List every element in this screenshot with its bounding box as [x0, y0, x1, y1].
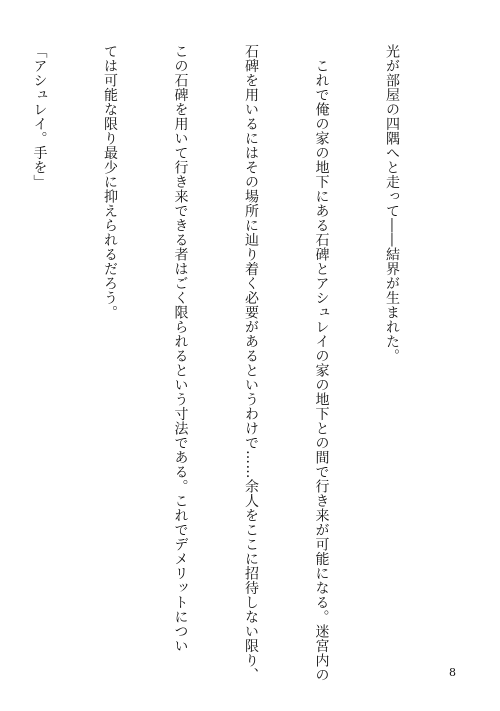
text-line: ては可能な限り最少に抑えられるだろう。 — [102, 44, 118, 320]
text-line: 光が部屋の四隅へと走って――結界が生まれた。 — [384, 44, 400, 363]
text-line: この石碑を用いて行き来できる者はごく限られるという寸法である。これでデメリットについ — [172, 44, 189, 653]
text-line: これで俺の家の地下にある石碑とアシュレイの家の地下との間で行き来が可能になる。迷宮内の — [313, 44, 330, 682]
text-line: 「アシュレイ。手を」 — [31, 44, 48, 189]
page-number: 8 — [449, 666, 456, 679]
text-line: 石碑を用いるにはその場所に辿り着く必要があるというわけで……余人をここに招待しない限り、 — [243, 44, 259, 682]
vertical-body-text — [31, 44, 450, 682]
